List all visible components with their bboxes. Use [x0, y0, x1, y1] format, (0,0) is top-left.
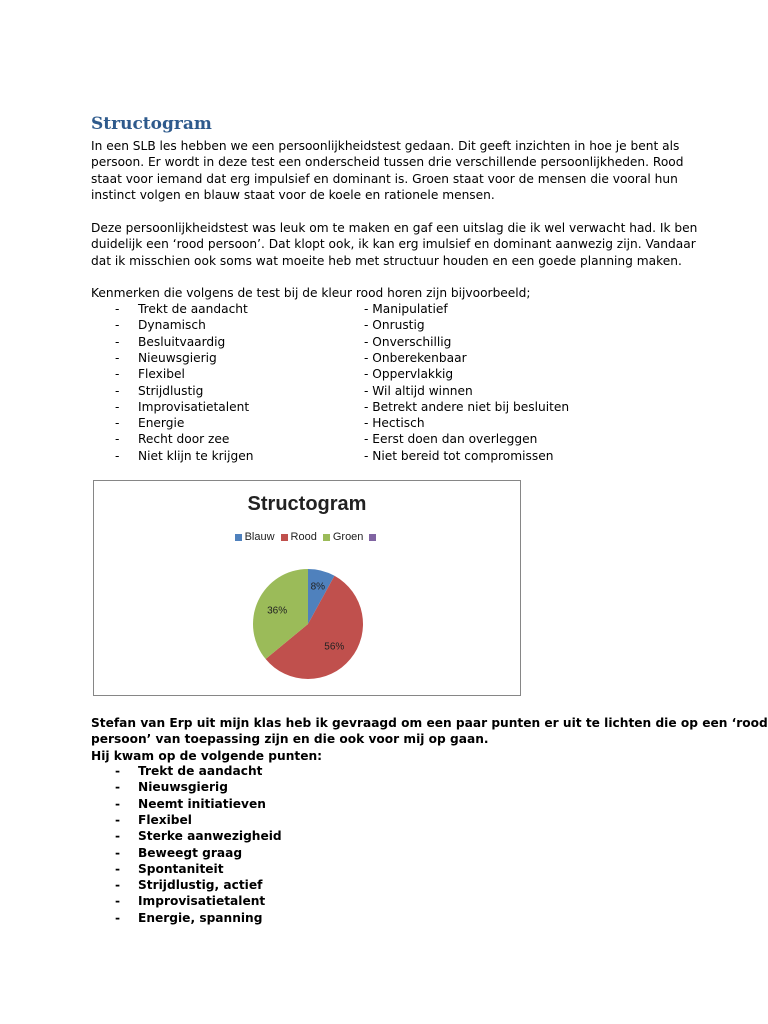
list-bullet: -: [115, 432, 120, 447]
stefan-point: Beweegt graag: [138, 845, 243, 860]
trait-positive: Trekt de aandacht: [138, 302, 248, 316]
list-bullet: -: [115, 878, 121, 893]
trait-positive: Recht door zee: [138, 432, 230, 447]
intro-line: persoon. Er wordt in deze test een onderscheid tussen drie verschillende persoonlijkheden. Rood: [91, 155, 684, 170]
pie-chart: [93, 480, 521, 696]
reflection-paragraph: [91, 220, 698, 269]
stefan-point: Nieuwsgierig: [138, 780, 228, 795]
stefan-point: Energie, spanning: [138, 910, 263, 925]
page-title: Structogram: [91, 114, 212, 134]
trait-positive: Improvisatietalent: [138, 399, 250, 414]
pie-data-label: 36%: [267, 605, 288, 617]
trait-negative: - Niet bereid tot compromissen: [364, 448, 554, 463]
list-bullet: -: [115, 829, 121, 844]
trait-negative: - Manipulatief: [364, 302, 448, 316]
list-bullet: -: [115, 399, 120, 414]
list-bullet: -: [115, 367, 120, 382]
trait-positive: Nieuwsgierig: [138, 350, 217, 365]
list-bullet: -: [115, 861, 121, 876]
stefan-point: Improvisatietalent: [138, 894, 266, 909]
trait-positive: Niet klijn te krijgen: [138, 448, 254, 463]
list-bullet: -: [115, 350, 120, 365]
stefan-point: Strijdlustig, actief: [138, 878, 263, 893]
list-bullet: -: [115, 334, 120, 349]
stefan-point: Neemt initiatieven: [138, 796, 266, 811]
pie-plot: [94, 481, 522, 697]
list-bullet: -: [115, 894, 121, 909]
trait-positive: Dynamisch: [138, 318, 206, 333]
trait-negative: - Oppervlakkig: [364, 367, 454, 382]
list-bullet: -: [115, 780, 121, 795]
traits-intro: [91, 285, 691, 301]
reflection-line: duidelijk een ‘rood persoon’. Dat klopt ook, ik kan erg imulsief en dominant aanwezig zijn. Vandaar: [91, 237, 696, 252]
trait-negative: - Onverschillig: [364, 334, 452, 349]
list-bullet: -: [115, 796, 121, 811]
list-bullet: -: [115, 812, 121, 827]
intro-line: instinct volgen en blauw staat voor de koele en rationele mensen.: [91, 187, 495, 202]
trait-positive: Besluitvaardig: [138, 334, 226, 349]
pie-data-label: 8%: [310, 581, 326, 593]
reflection-line: dat ik misschien ook soms wat moeite heb met structuur houden en een goede planning maken.: [91, 253, 682, 268]
legend-label: Rood: [290, 531, 317, 543]
stefan-line: Hij kwam op de volgende punten:: [91, 748, 323, 763]
stefan-point: Sterke aanwezigheid: [138, 829, 282, 844]
list-bullet: -: [115, 448, 120, 463]
trait-negative: - Hectisch: [364, 416, 425, 431]
trait-positive: Energie: [138, 416, 185, 431]
list-bullet: -: [115, 318, 120, 333]
legend-label: Groen: [332, 531, 364, 543]
trait-negative: - Wil altijd winnen: [364, 383, 473, 398]
stefan-line: Stefan van Erp uit mijn klas heb ik gevraagd om een paar punten er uit te lichten die op een ‘rood: [91, 716, 768, 730]
stefan-line: persoon’ van toepassing zijn en die ook voor mij op gaan.: [91, 732, 489, 747]
stefan-point: Flexibel: [138, 812, 192, 827]
list-bullet: -: [115, 845, 121, 860]
reflection-line: Deze persoonlijkheidstest was leuk om te maken en gaf een uitslag die ik wel verwacht had. Ik ben: [91, 221, 698, 235]
stefan-point: Trekt de aandacht: [138, 764, 263, 778]
list-bullet: -: [115, 302, 120, 316]
list-bullet: -: [115, 383, 120, 398]
intro-paragraph: [91, 138, 691, 203]
traits-intro-text: Kenmerken die volgens de test bij de kleur rood horen zijn bijvoorbeeld;: [91, 286, 531, 300]
list-bullet: -: [115, 416, 120, 431]
trait-negative: - Onberekenbaar: [364, 350, 467, 365]
list-bullet: -: [115, 910, 121, 925]
chart-title: Structogram: [247, 493, 367, 515]
stefan-paragraph: [91, 715, 768, 764]
intro-line: staat voor iemand dat erg impulsief en dominant is. Groen staat voor de mensen die vooral hun: [91, 171, 678, 186]
trait-positive: Strijdlustig: [138, 383, 204, 398]
legend-label: Blauw: [244, 531, 275, 543]
list-bullet: -: [115, 764, 121, 778]
trait-positive: Flexibel: [138, 367, 185, 382]
trait-negative: - Betrekt andere niet bij besluiten: [364, 399, 570, 414]
trait-negative: - Eerst doen dan overleggen: [364, 432, 538, 447]
stefan-point: Spontaniteit: [138, 861, 224, 876]
trait-negative: - Onrustig: [364, 318, 425, 333]
pie-data-label: 56%: [324, 641, 345, 653]
intro-line: In een SLB les hebben we een persoonlijkheidstest gedaan. Dit geeft inzichten in hoe je bent als: [91, 139, 680, 153]
